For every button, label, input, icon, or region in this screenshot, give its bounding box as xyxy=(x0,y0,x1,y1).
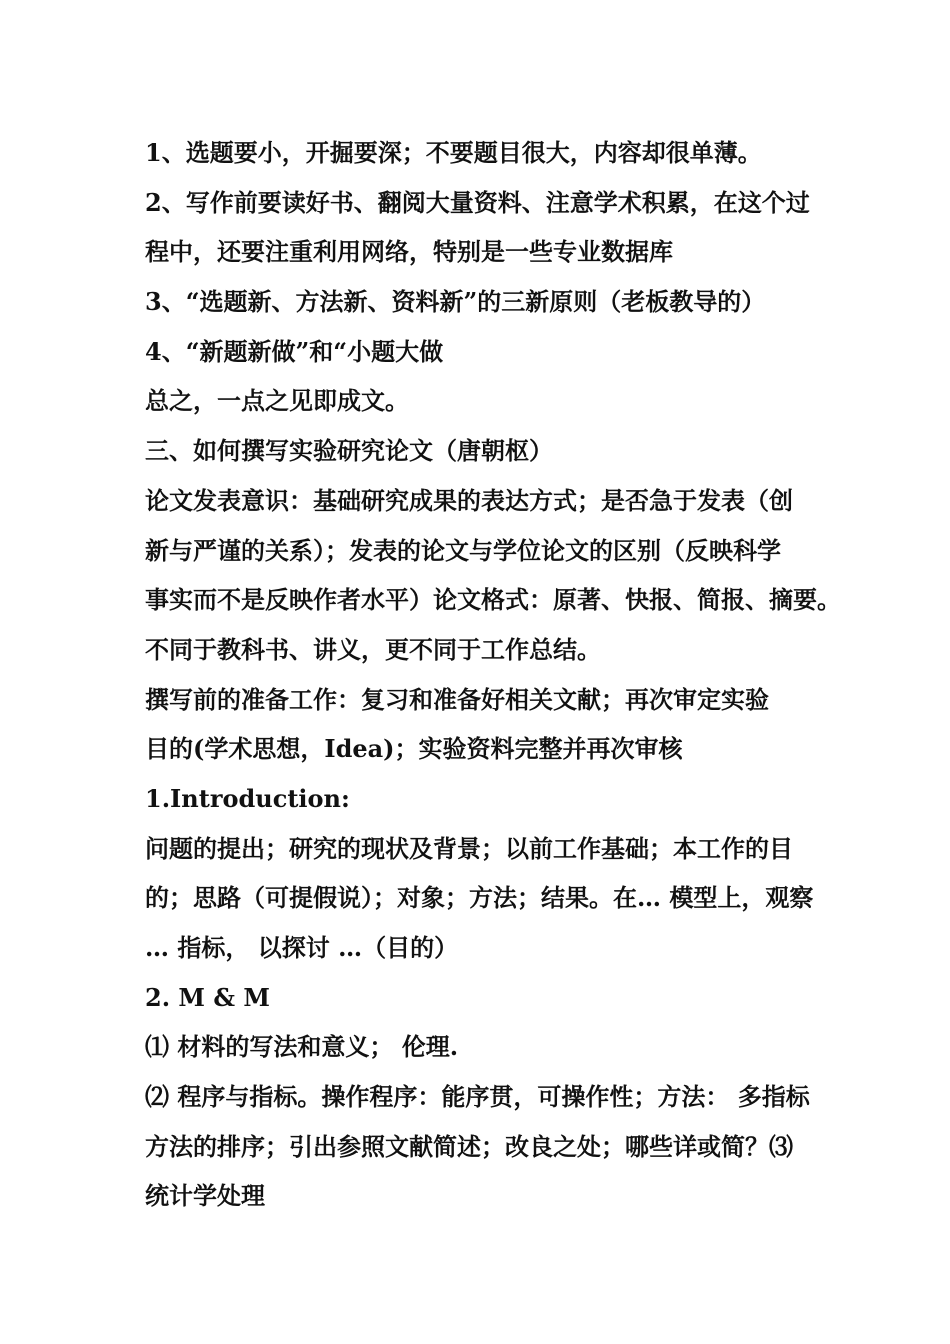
text-line: 程中，还要注重利用网络，特别是一些专业数据库 xyxy=(145,237,673,267)
text-line: … 指标， 以探讨 …（目的） xyxy=(145,933,459,962)
text-line: 总之，一点之见即成文。 xyxy=(145,386,409,416)
text-line: 目的(学术思想，Idea)；实验资料完整并再次审核 xyxy=(145,734,683,764)
text-line: ⑵ 程序与指标。操作程序：能序贯，可操作性；方法： 多指标 xyxy=(145,1082,810,1112)
text-line: 3、“选题新、方法新、资料新”的三新原则（老板教导的） xyxy=(145,287,766,317)
text-line: 撰写前的准备工作：复习和准备好相关文献；再次审定实验 xyxy=(145,684,769,714)
text-line: 4、“新题新做”和“小题大做 xyxy=(145,336,444,366)
section-heading: 三、如何撰写实验研究论文（唐朝枢） xyxy=(145,436,553,466)
text-line: 新与严谨的关系）；发表的论文与学位论文的区别（反映科学 xyxy=(145,535,781,565)
text-line: 不同于教科书、讲义，更不同于工作总结。 xyxy=(145,634,601,664)
text-line: 统计学处理 xyxy=(145,1181,265,1211)
text-line: 事实而不是反映作者水平）论文格式：原著、快报、简报、摘要。 xyxy=(145,585,841,615)
subsection-heading: 2. M & M xyxy=(145,982,270,1012)
text-line: 2、写作前要读好书、翻阅大量资料、注意学术积累，在这个过 xyxy=(145,187,810,217)
document-body xyxy=(145,128,841,1221)
text-line: 论文发表意识：基础研究成果的表达方式；是否急于发表（创 xyxy=(145,485,793,515)
text-line: 方法的排序；引出参照文献简述；改良之处；哪些详或简？⑶ xyxy=(145,1131,793,1161)
text-line: 的；思路（可提假说）；对象；方法；结果。在… 模型上，观察 xyxy=(145,883,814,913)
subsection-heading: 1.Introduction: xyxy=(145,783,350,813)
text-line: 1、选题要小，开掘要深；不要题目很大，内容却很单薄。 xyxy=(145,138,762,167)
text-line: 问题的提出；研究的现状及背景；以前工作基础；本工作的目 xyxy=(145,833,793,863)
text-line: ⑴ 材料的写法和意义； 伦理. xyxy=(145,1032,459,1062)
